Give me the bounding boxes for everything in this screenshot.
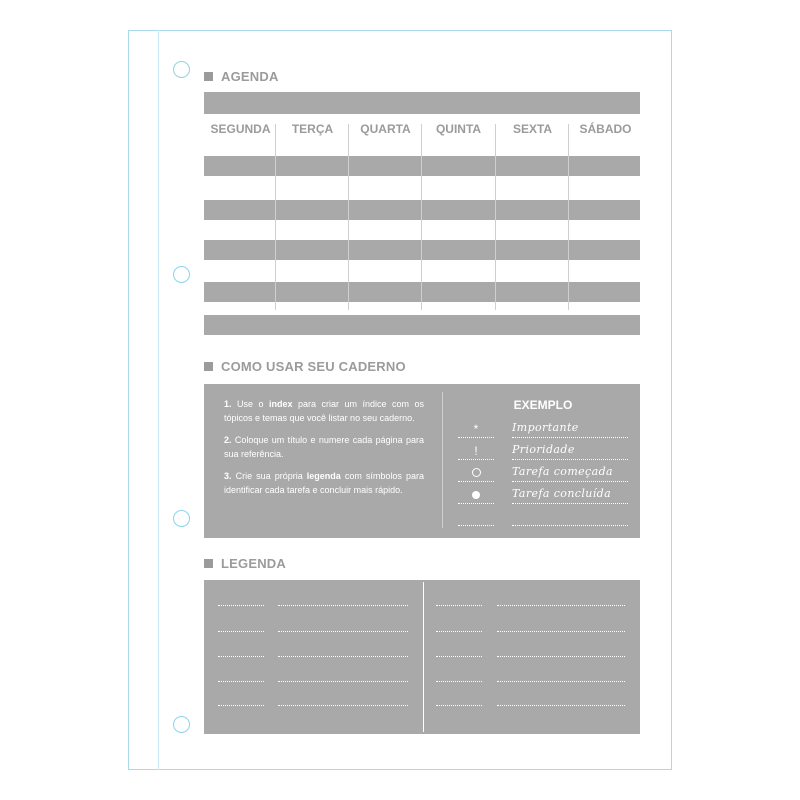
binder-hole-icon bbox=[173, 266, 190, 283]
day-header-thursday: QUINTA bbox=[435, 122, 482, 136]
circle-filled-icon bbox=[472, 491, 480, 499]
legend-line bbox=[436, 604, 482, 606]
section-square-icon bbox=[204, 362, 213, 371]
legend-line bbox=[436, 630, 482, 632]
example-row bbox=[458, 486, 628, 506]
binder-hole-icon bbox=[173, 716, 190, 733]
blank-line bbox=[512, 509, 628, 526]
column-divider bbox=[421, 124, 422, 310]
exclamation-icon: ! bbox=[458, 443, 494, 460]
legend-line bbox=[436, 655, 482, 657]
legend-line bbox=[497, 604, 625, 606]
legend-line bbox=[436, 680, 482, 682]
example-label: Tarefa concluída bbox=[512, 487, 628, 504]
example-title: EXEMPLO bbox=[513, 398, 573, 412]
instruction-step-3: 3. Crie sua própria legenda com símbolos para identificar cada tarefa e concluir mais rápido. bbox=[224, 471, 425, 495]
day-header-monday: SEGUNDA bbox=[210, 122, 271, 136]
agenda-header-bar bbox=[204, 92, 640, 114]
legend-line bbox=[218, 704, 264, 706]
legend-line bbox=[218, 630, 264, 632]
binder-hole-icon bbox=[173, 510, 190, 527]
column-divider bbox=[348, 124, 349, 310]
example-row-blank bbox=[458, 508, 628, 528]
agenda-section-title bbox=[204, 68, 279, 84]
legend-title: LEGENDA bbox=[221, 555, 286, 571]
agenda-row-stripe bbox=[204, 282, 640, 302]
instructions-block bbox=[224, 397, 424, 505]
legend-line bbox=[278, 655, 408, 657]
agenda-title: AGENDA bbox=[221, 68, 279, 84]
instruction-step-2: 2. Coloque um título e numere cada página para sua referência. bbox=[224, 435, 424, 459]
blank-line bbox=[458, 509, 494, 526]
day-header-friday: SEXTA bbox=[512, 122, 553, 136]
margin-line bbox=[158, 30, 159, 770]
column-divider bbox=[275, 124, 276, 310]
circle-outline-icon bbox=[472, 468, 481, 477]
day-header-tuesday: TERÇA bbox=[291, 122, 334, 136]
legend-line bbox=[497, 680, 625, 682]
column-divider bbox=[495, 124, 496, 310]
example-label: Tarefa começada bbox=[512, 465, 628, 482]
example-row bbox=[458, 442, 628, 462]
how-to-section-title bbox=[204, 358, 406, 374]
legend-line bbox=[278, 630, 408, 632]
legend-line bbox=[278, 704, 408, 706]
example-row bbox=[458, 464, 628, 484]
legend-line bbox=[218, 680, 264, 682]
section-square-icon bbox=[204, 559, 213, 568]
legend-line bbox=[218, 655, 264, 657]
asterisk-icon: * bbox=[458, 421, 494, 438]
legend-divider bbox=[423, 582, 424, 732]
how-to-divider bbox=[442, 392, 443, 528]
how-to-title: COMO USAR SEU CADERNO bbox=[221, 358, 406, 374]
day-header-wednesday: QUARTA bbox=[360, 122, 411, 136]
legend-line bbox=[218, 604, 264, 606]
binder-hole-icon bbox=[173, 61, 190, 78]
legend-section-title bbox=[204, 555, 286, 571]
example-label: Prioridade bbox=[512, 443, 628, 460]
section-square-icon bbox=[204, 72, 213, 81]
legend-line bbox=[497, 630, 625, 632]
legend-line bbox=[278, 680, 408, 682]
legend-line bbox=[497, 704, 625, 706]
example-label: Importante bbox=[512, 421, 628, 438]
legend-line bbox=[497, 655, 625, 657]
agenda-row-stripe bbox=[204, 200, 640, 220]
legend-line bbox=[436, 704, 482, 706]
legend-line bbox=[278, 604, 408, 606]
agenda-row-stripe bbox=[204, 240, 640, 260]
instruction-step-1: 1. Use o index para criar um índice com os tópicos e temas que você listar no seu caderno. bbox=[224, 399, 424, 423]
day-header-saturday: SÁBADO bbox=[579, 122, 632, 136]
agenda-row-stripe bbox=[204, 156, 640, 176]
column-divider bbox=[568, 124, 569, 310]
example-row bbox=[458, 420, 628, 440]
agenda-footer-bar bbox=[204, 315, 640, 335]
